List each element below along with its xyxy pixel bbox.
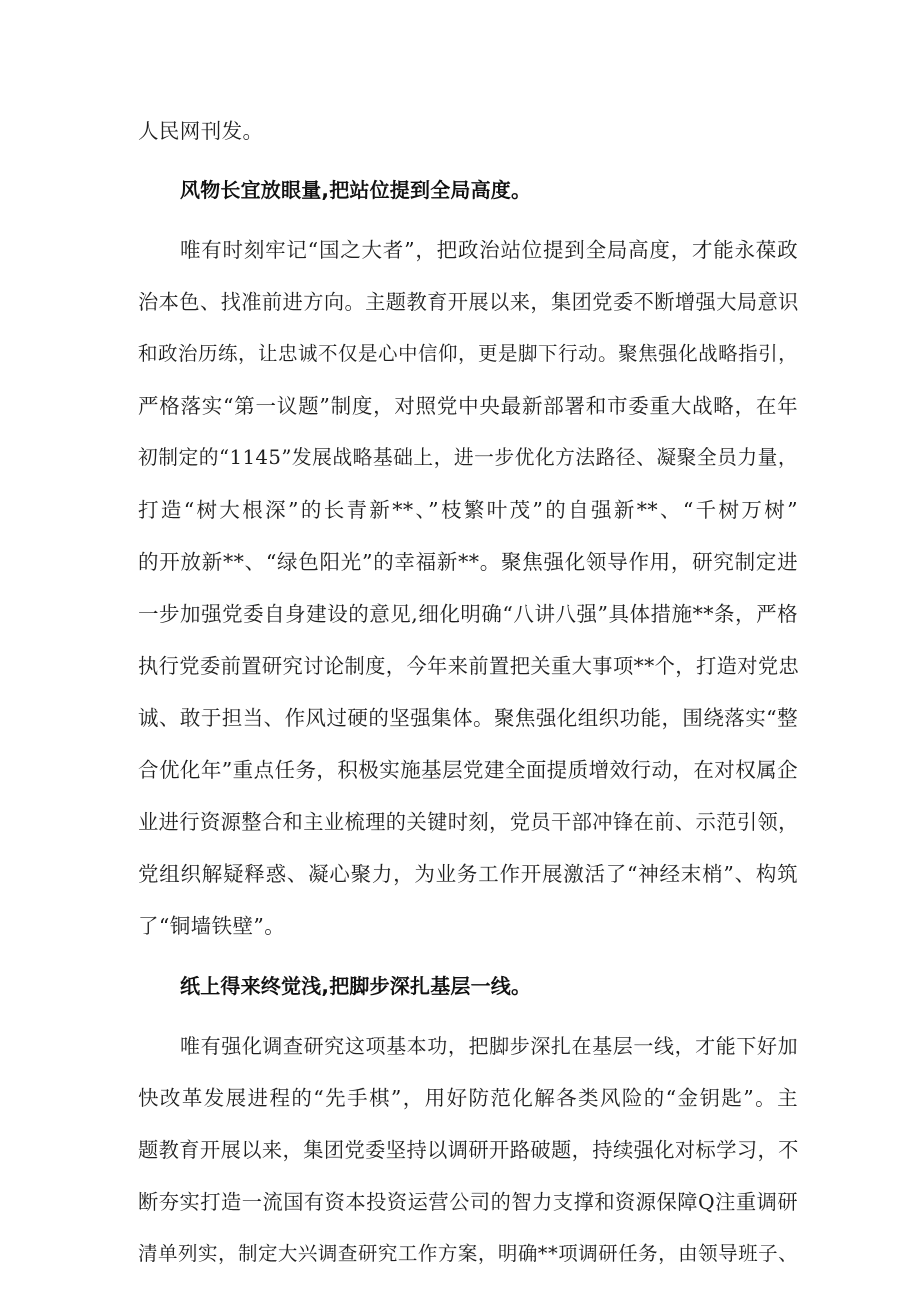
paragraph-line: 快改革发展进程的“先手棋”，用好防范化解各类风险的“金钥匙”。主 [138,1086,798,1110]
paragraph-line: 初制定的“1145”发展战略基础上，进一步优化方法路径、凝聚全员力量， [138,446,798,469]
paragraph-line: 了“铜墙铁壁”。 [138,914,286,938]
paragraph-line: 断夯实打造一流国有资本投资运营公司的智力支撑和资源保障Q注重调研 [138,1190,798,1214]
paragraph-line: 诚、敢于担当、作风过硬的坚强集体。聚焦强化组织功能，围绕落实“整 [138,706,798,730]
paragraph-line: 唯有强化调查研究这项基本功，把脚步深扎在基层一线，才能下好加 [180,1034,798,1058]
paragraph-line: 严格落实“第一议题”制度，对照党中央最新部署和市委重大战略，在年 [138,394,798,418]
paragraph-line: 执行党委前置研究讨论制度，今年来前置把关重大事项**个，打造对党忠 [138,654,800,678]
section-heading-2: 纸上得来终觉浅,把脚步深扎基层一线。 [180,974,532,998]
paragraph-line: 党组织解疑释惑、凝心聚力，为业务工作开展激活了“神经末梢”、构筑 [138,862,798,886]
intro-line: 人民网刊发。 [138,119,264,143]
paragraph-line: 合优化年”重点任务，积极实施基层党建全面提质增效行动，在对权属企 [138,758,798,782]
paragraph-line: 和政治历练，让忠诚不仅是心中信仰，更是脚下行动。聚焦强化战略指引， [138,342,798,365]
paragraph-line: 打造“树大根深”的长青新**、”枝繁叶茂”的自强新**、“千树万树” [138,498,798,522]
paragraph-line: 治本色、找准前进方向。主题教育开展以来，集团党委不断增强大局意识 [138,290,799,314]
paragraph-line: 一步加强党委自身建设的意见,细化明确“八讲八强”具体措施**条，严格 [138,602,798,626]
paragraph-line: 的开放新**、“绿色阳光”的幸福新**。聚焦强化领导作用，研究制定进 [138,550,798,574]
paragraph-line: 题教育开展以来，集团党委坚持以调研开路破题，持续强化对标学习，不 [138,1138,799,1162]
section-heading-1: 风物长宜放眼量,把站位提到全局高度。 [180,178,532,202]
paragraph-line: 清单列实，制定大兴调查研究工作方案，明确**项调研任务，由领导班子、 [138,1242,798,1265]
paragraph-line: 唯有时刻牢记“国之大者”，把政治站位提到全局高度，才能永葆政 [180,238,798,262]
paragraph-line: 业进行资源整合和主业梳理的关键时刻，党员干部冲锋在前、示范引领， [138,810,799,834]
